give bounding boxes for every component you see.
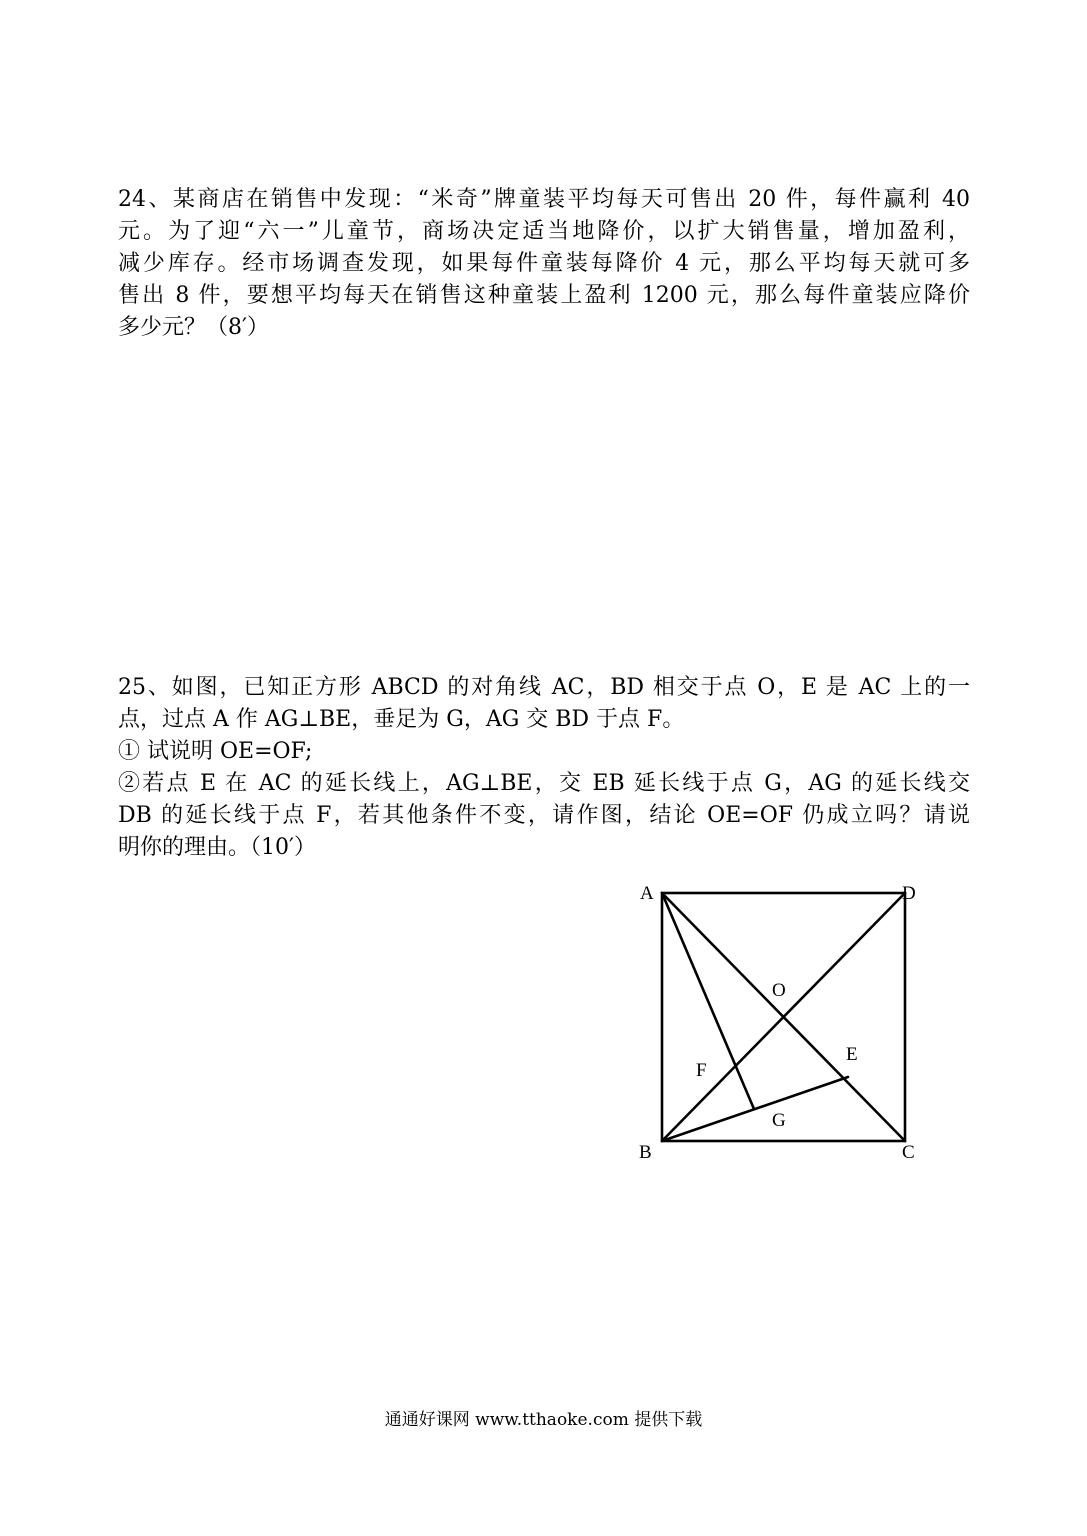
question-25-line-2: 点，过点 A 作 AG⊥BE，垂足为 G，AG 交 BD 于点 F。 (118, 707, 685, 732)
segment-ag (662, 893, 754, 1109)
page-footer: 通通好课网 www.tthaoke.com 提供下载 (384, 1410, 703, 1430)
label-b: B (639, 1142, 652, 1163)
question-24-line-4: 售出 8 件，要想平均每天在销售这种童装上盈利 1200 元，那么每件童装应降价 (118, 283, 970, 308)
label-f: F (696, 1060, 707, 1081)
label-d: D (902, 883, 916, 904)
question-25-part-1: ① 试说明 OE=OF; (118, 739, 313, 764)
segment-be (662, 1077, 848, 1141)
geometry-figure (628, 876, 928, 1168)
question-25-part-2-line-1: ②若点 E 在 AC 的延长线上，AG⊥BE，交 EB 延长线于点 G，AG 的延长线交 (118, 771, 970, 796)
question-24-line-1: 24、某商店在销售中发现：“米奇”牌童装平均每天可售出 20 件，每件赢利 40 (118, 187, 970, 212)
label-a: A (640, 883, 654, 904)
label-g: G (772, 1110, 786, 1131)
question-24-line-5: 多少元？（8′） (118, 315, 269, 340)
question-24-line-3: 减少库存。经市场调查发现，如果每件童装每降价 4 元，那么平均每天就可多 (118, 251, 970, 276)
square-diagram (628, 876, 928, 1168)
question-24 (118, 184, 970, 344)
question-25-part-2-line-2: DB 的延长线于点 F，若其他条件不变，请作图，结论 OE=OF 仍成立吗？请说 (118, 803, 970, 828)
label-o: O (772, 980, 786, 1001)
question-25-part-2-line-3: 明你的理由。（10′） (118, 835, 316, 860)
label-e: E (846, 1044, 858, 1065)
question-25 (118, 672, 970, 864)
question-25-line-1: 25、如图，已知正方形 ABCD 的对角线 AC，BD 相交于点 O，E 是 AC 上的一 (118, 675, 970, 700)
label-c: C (902, 1142, 915, 1163)
question-24-line-2: 元。为了迎“六一”儿童节，商场决定适当地降价，以扩大销售量，增加盈利， (118, 219, 970, 244)
